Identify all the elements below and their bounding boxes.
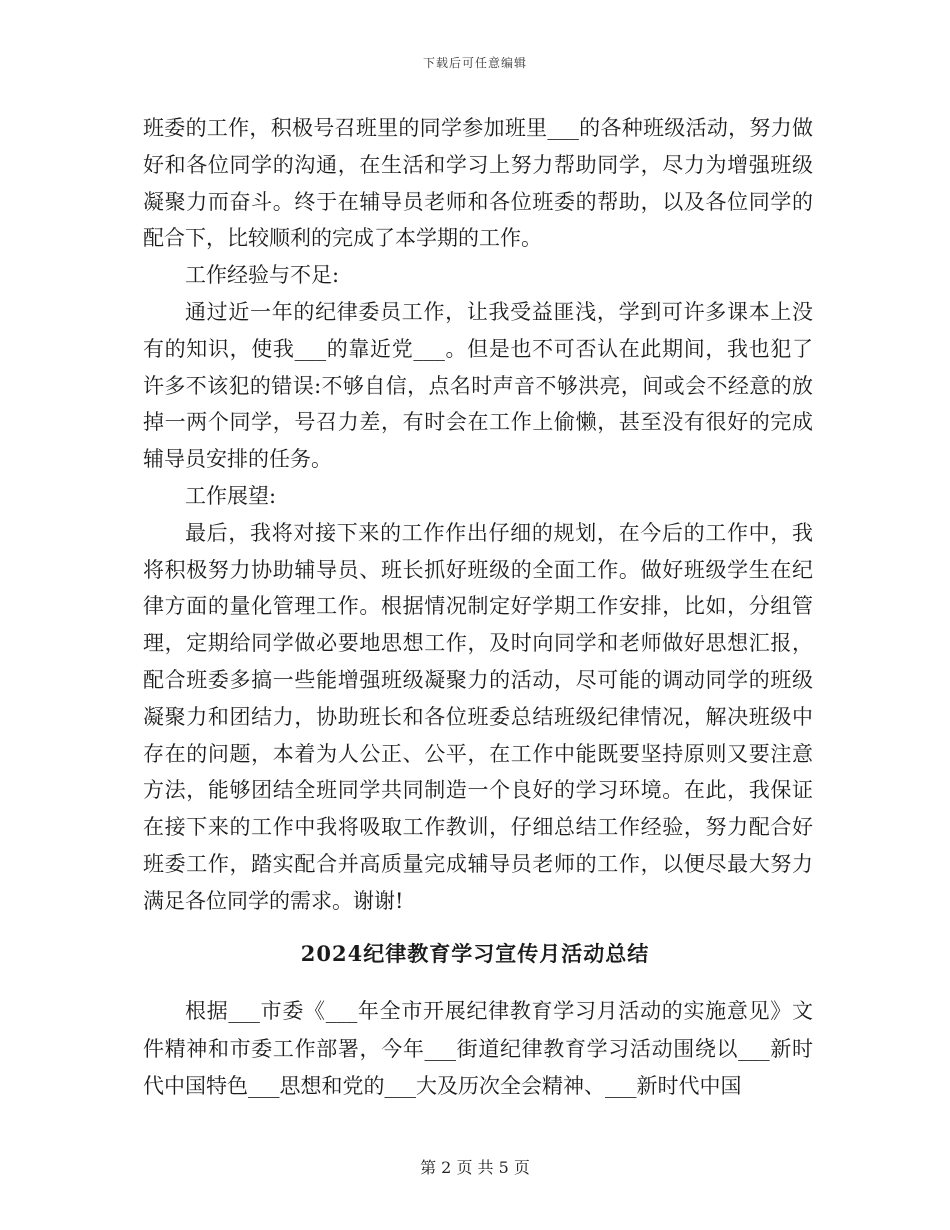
paragraph-summary-intro: 根据___市委《___年全市开展纪律教育学习月活动的实施意见》文件精神和市委工作部署，今年___街道纪律教育学习活动围绕以___新时代中国特色___思想和党的___大及历次全会精神、___新时代中国 <box>143 999 813 1098</box>
paragraph-outlook: 最后，我将对接下来的工作作出仔细的规划，在今后的工作中，我将积极努力协助辅导员、班长抓好班级的全面工作。做好班级学生在纪律方面的量化管理工作。根据情况制定好学期工作安排，比如，分组管理，定期给同学做必要地思想工作，及时向同学和老师做好思想汇报，配合班委多搞一些能增强班级凝聚力的活动，尽可能的调动同学的班级凝聚力和团结力，协助班长和各位班委总结班级纪律情况，解决班级中存在的问题，本着为人公正、公平，在工作中能既要坚持原则又要注意方法，能够团结全班同学共同制造一个良好的学习环境。在此，我保证在接下来的工作中我将吸取工作教训，仔细总结工作经验，努力配合好班委工作，踏实配合并高质量完成辅导员老师的工作，以便尽最大努力满足各位同学的需求。谢谢! <box>143 520 813 913</box>
page-header-note: 下载后可任意编辑 <box>422 56 527 70</box>
heading-outlook: 工作展望: <box>185 483 277 508</box>
paragraph-experience: 通过近一年的纪律委员工作，让我受益匪浅，学到可许多课本上没有的知识，使我___的靠近党___。但是也不可否认在此期间，我也犯了许多不该犯的错误:不够自信，点名时声音不够洪亮，间或会不经意的放掉一两个同学，号召力差，有时会在工作上偷懒，甚至没有很好的完成辅导员安排的任务。 <box>143 299 813 472</box>
page-number: 第 2 页 共 5 页 <box>420 1158 530 1177</box>
main-content <box>143 110 813 920</box>
paragraph-class-committee-work: 班委的工作，积极号召班里的同学参加班里___的各种班级活动，努力做好和各位同学的沟通，在生活和学习上努力帮助同学，尽力为增强班级凝聚力而奋斗。终于在辅导员老师和各位班委的帮助，以及各位同学的配合下，比较顺利的完成了本学期的工作。 <box>143 116 813 251</box>
heading-experience-shortcomings: 工作经验与不足: <box>185 263 340 288</box>
section-title: 2024纪律教育学习宣传月活动总结 <box>300 941 650 966</box>
section-content <box>143 993 813 1106</box>
